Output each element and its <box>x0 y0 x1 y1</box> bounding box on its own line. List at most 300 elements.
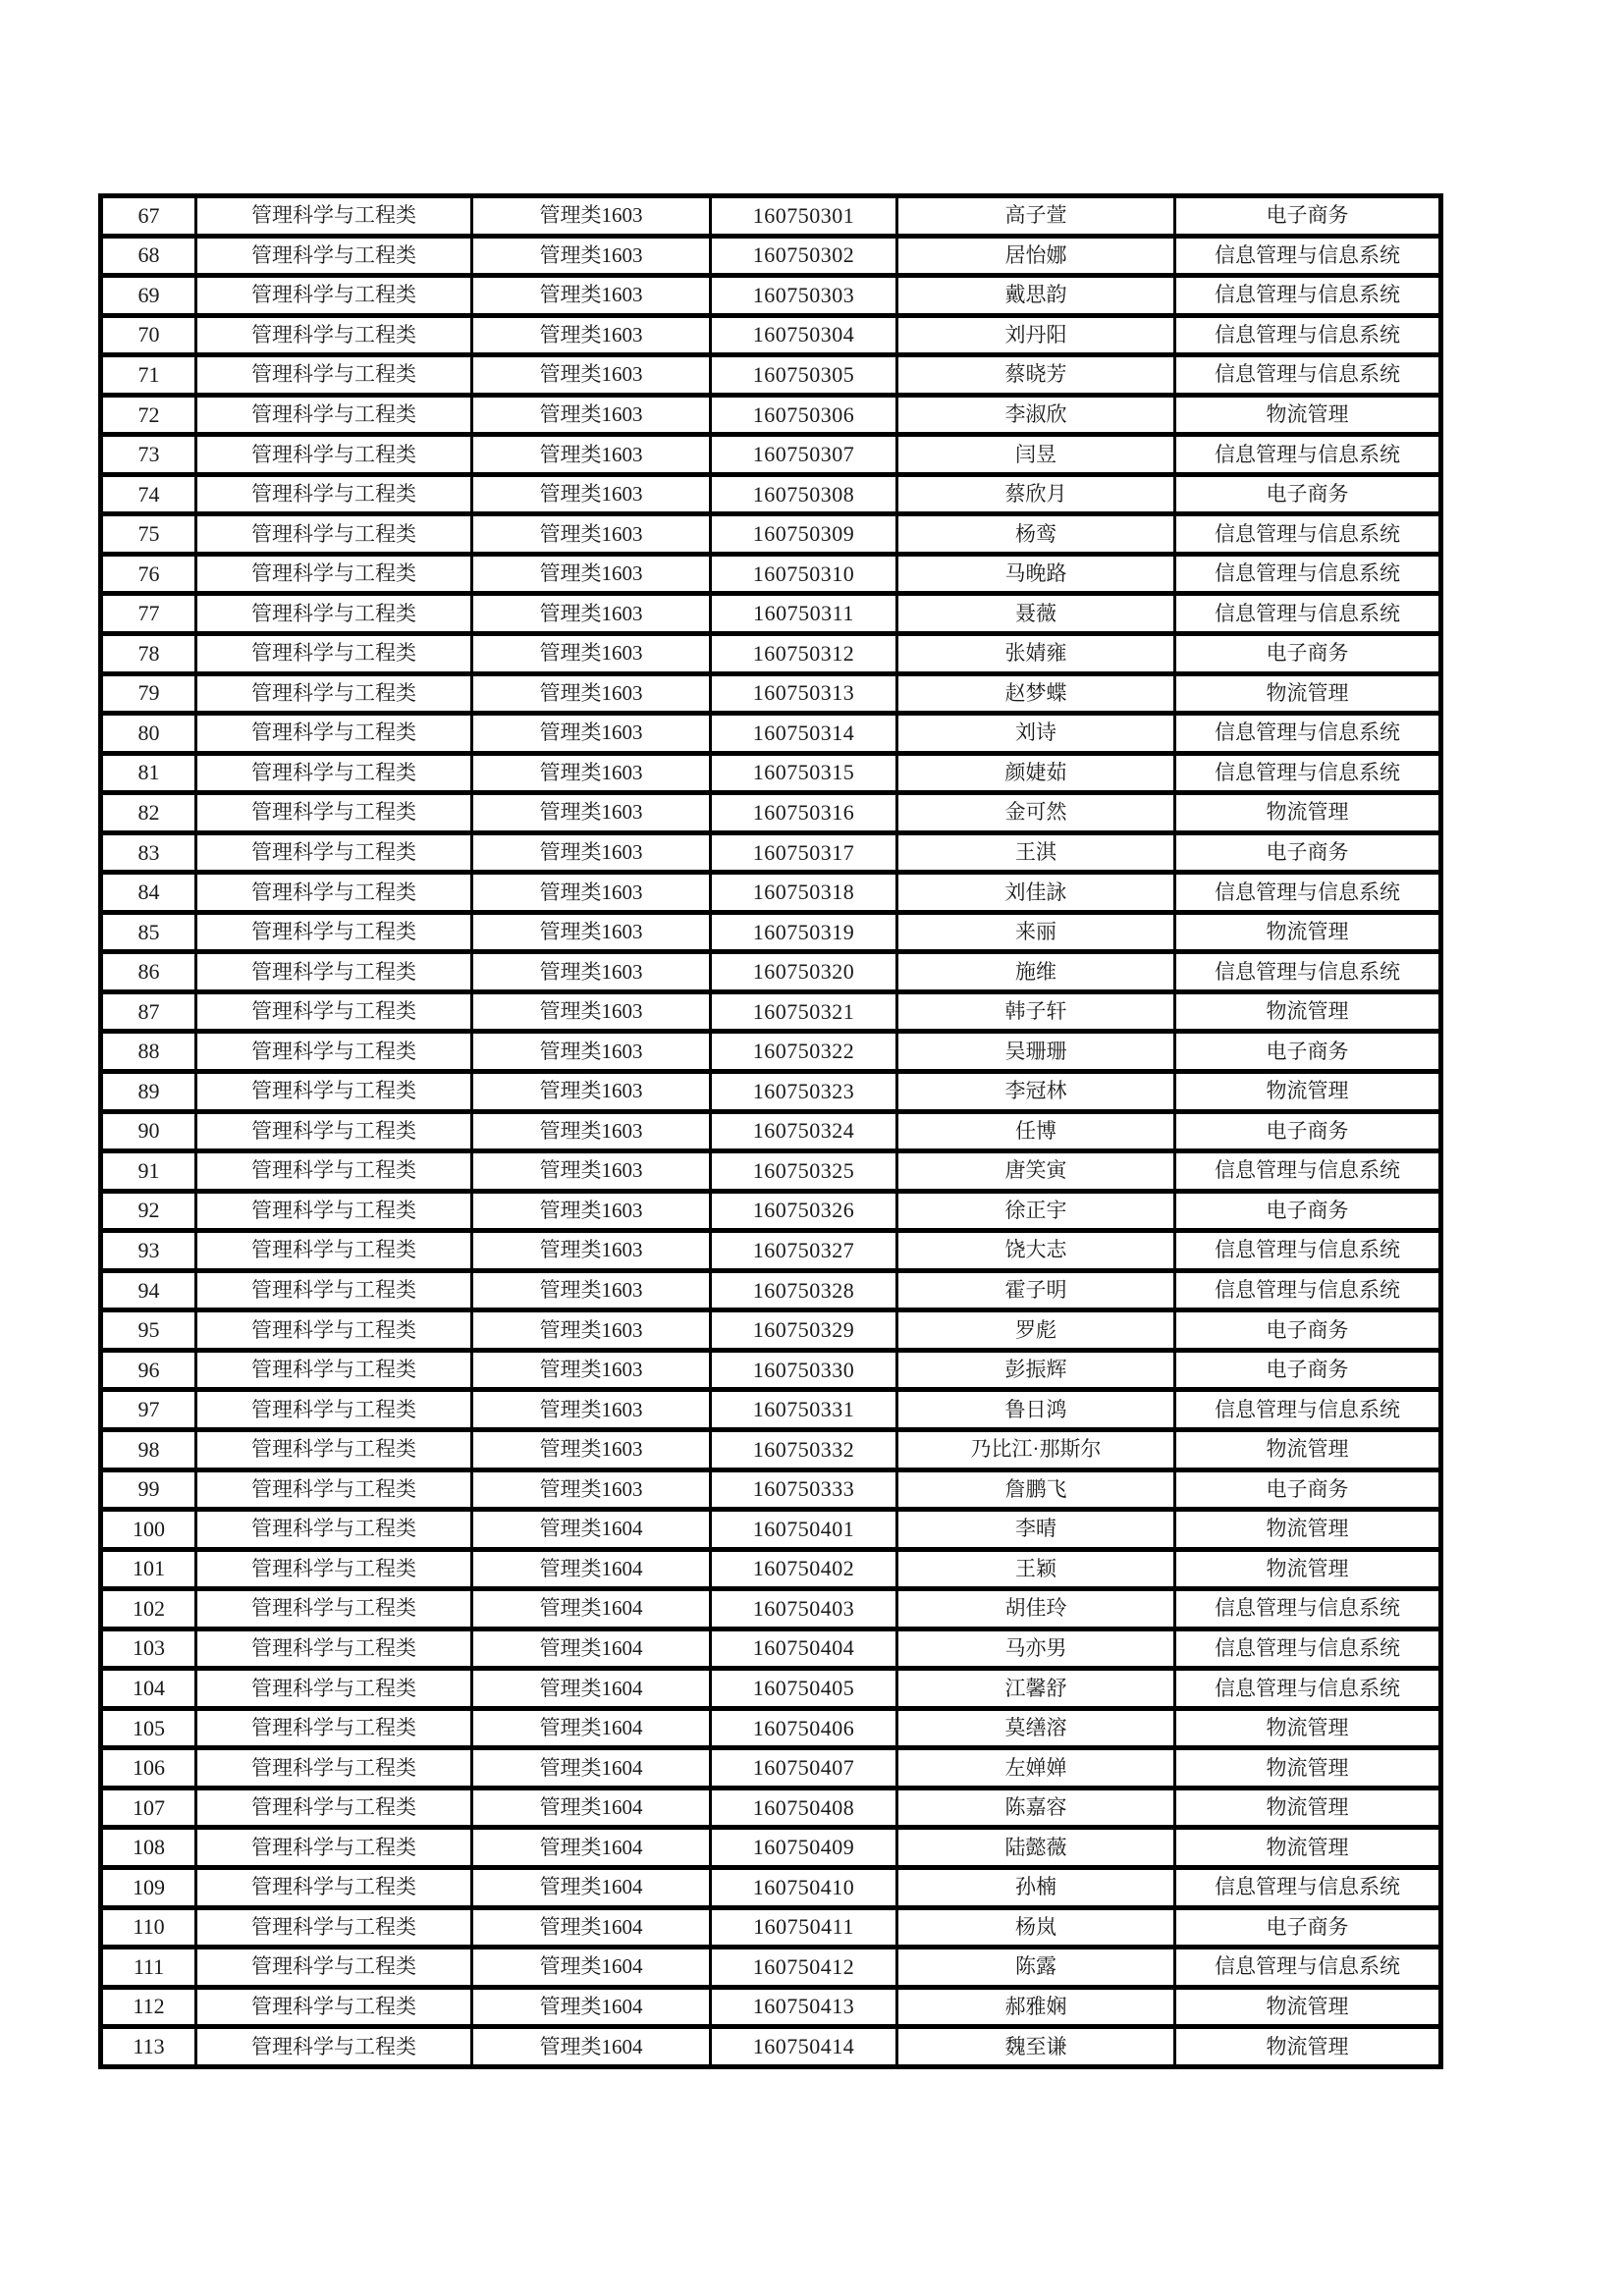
cell-major-category: 管理科学与工程类 <box>196 1788 472 1828</box>
cell-major-category: 管理科学与工程类 <box>196 753 472 793</box>
cell-index: 84 <box>101 873 196 913</box>
cell-major-category: 管理科学与工程类 <box>196 1748 472 1789</box>
cell-class: 管理类1604 <box>472 1669 711 1709</box>
cell-name: 江馨舒 <box>897 1669 1175 1709</box>
table-row <box>101 634 1441 674</box>
cell-major-category: 管理科学与工程类 <box>196 1032 472 1072</box>
cell-name: 聂薇 <box>897 594 1175 634</box>
cell-assigned-major: 电子商务 <box>1175 1032 1441 1072</box>
cell-student-id: 160750406 <box>711 1708 897 1748</box>
cell-name: 孙楠 <box>897 1867 1175 1907</box>
cell-student-id: 160750403 <box>711 1589 897 1629</box>
table-row <box>101 395 1441 435</box>
cell-class: 管理类1603 <box>472 1390 711 1430</box>
cell-name: 莫缮溶 <box>897 1708 1175 1748</box>
cell-name: 戴思韵 <box>897 276 1175 316</box>
cell-student-id: 160750402 <box>711 1549 897 1589</box>
cell-major-category: 管理科学与工程类 <box>196 1629 472 1669</box>
cell-major-category: 管理科学与工程类 <box>196 1429 472 1469</box>
cell-student-id: 160750325 <box>711 1151 897 1192</box>
cell-index: 86 <box>101 952 196 992</box>
cell-index: 72 <box>101 395 196 435</box>
cell-assigned-major: 物流管理 <box>1175 1072 1441 1112</box>
cell-major-category: 管理科学与工程类 <box>196 196 472 237</box>
cell-name: 刘诗 <box>897 714 1175 754</box>
cell-index: 99 <box>101 1469 196 1510</box>
cell-name: 赵梦蝶 <box>897 673 1175 714</box>
cell-student-id: 160750326 <box>711 1191 897 1231</box>
cell-assigned-major: 信息管理与信息系统 <box>1175 873 1441 913</box>
cell-assigned-major: 信息管理与信息系统 <box>1175 236 1441 276</box>
table-row <box>101 1788 1441 1828</box>
cell-index: 68 <box>101 236 196 276</box>
table-row <box>101 554 1441 594</box>
cell-class: 管理类1603 <box>472 276 711 316</box>
cell-name: 徐正宇 <box>897 1191 1175 1231</box>
cell-name: 唐笑寅 <box>897 1151 1175 1192</box>
table-row <box>101 1429 1441 1469</box>
cell-major-category: 管理科学与工程类 <box>196 1231 472 1271</box>
cell-class: 管理类1604 <box>472 1549 711 1589</box>
cell-student-id: 160750407 <box>711 1748 897 1789</box>
cell-student-id: 160750303 <box>711 276 897 316</box>
table-row <box>101 1151 1441 1192</box>
cell-assigned-major: 信息管理与信息系统 <box>1175 1151 1441 1192</box>
cell-index: 113 <box>101 2027 196 2067</box>
cell-name: 陆懿薇 <box>897 1828 1175 1868</box>
table-row <box>101 1549 1441 1589</box>
cell-index: 111 <box>101 1948 196 1988</box>
cell-major-category: 管理科学与工程类 <box>196 832 472 873</box>
cell-name: 蔡晓芳 <box>897 355 1175 396</box>
cell-class: 管理类1603 <box>472 832 711 873</box>
cell-student-id: 160750318 <box>711 873 897 913</box>
cell-major-category: 管理科学与工程类 <box>196 1310 472 1351</box>
cell-name: 任博 <box>897 1111 1175 1151</box>
student-roster-table <box>98 193 1443 2069</box>
cell-index: 96 <box>101 1350 196 1390</box>
cell-student-id: 160750315 <box>711 753 897 793</box>
cell-index: 83 <box>101 832 196 873</box>
table-row <box>101 1231 1441 1271</box>
cell-class: 管理类1603 <box>472 554 711 594</box>
cell-assigned-major: 信息管理与信息系统 <box>1175 276 1441 316</box>
cell-index: 104 <box>101 1669 196 1709</box>
cell-major-category: 管理科学与工程类 <box>196 395 472 435</box>
cell-major-category: 管理科学与工程类 <box>196 1151 472 1192</box>
cell-name: 蔡欣月 <box>897 474 1175 514</box>
table-row <box>101 714 1441 754</box>
cell-major-category: 管理科学与工程类 <box>196 1987 472 2027</box>
cell-assigned-major: 物流管理 <box>1175 1748 1441 1789</box>
cell-major-category: 管理科学与工程类 <box>196 514 472 555</box>
cell-major-category: 管理科学与工程类 <box>196 236 472 276</box>
cell-class: 管理类1603 <box>472 634 711 674</box>
cell-name: 李淑欣 <box>897 395 1175 435</box>
table-row <box>101 1748 1441 1789</box>
cell-student-id: 160750306 <box>711 395 897 435</box>
cell-student-id: 160750328 <box>711 1270 897 1310</box>
cell-major-category: 管理科学与工程类 <box>196 554 472 594</box>
cell-name: 李晴 <box>897 1510 1175 1550</box>
cell-name: 高子萱 <box>897 196 1175 237</box>
cell-major-category: 管理科学与工程类 <box>196 793 472 833</box>
cell-class: 管理类1604 <box>472 1748 711 1789</box>
table-row <box>101 1948 1441 1988</box>
cell-student-id: 160750305 <box>711 355 897 396</box>
cell-index: 110 <box>101 1907 196 1948</box>
cell-class: 管理类1604 <box>472 1907 711 1948</box>
cell-assigned-major: 物流管理 <box>1175 1429 1441 1469</box>
cell-student-id: 160750319 <box>711 912 897 952</box>
table-row <box>101 1191 1441 1231</box>
cell-major-category: 管理科学与工程类 <box>196 634 472 674</box>
table-row <box>101 1469 1441 1510</box>
cell-name: 鲁日鸿 <box>897 1390 1175 1430</box>
cell-class: 管理类1604 <box>472 1510 711 1550</box>
cell-index: 100 <box>101 1510 196 1550</box>
cell-major-category: 管理科学与工程类 <box>196 1390 472 1430</box>
cell-assigned-major: 信息管理与信息系统 <box>1175 435 1441 475</box>
cell-index: 81 <box>101 753 196 793</box>
cell-student-id: 160750413 <box>711 1987 897 2027</box>
cell-index: 73 <box>101 435 196 475</box>
cell-index: 90 <box>101 1111 196 1151</box>
cell-index: 75 <box>101 514 196 555</box>
cell-student-id: 160750311 <box>711 594 897 634</box>
table-row <box>101 1310 1441 1351</box>
cell-name: 陈嘉容 <box>897 1788 1175 1828</box>
cell-assigned-major: 信息管理与信息系统 <box>1175 1669 1441 1709</box>
cell-class: 管理类1603 <box>472 1111 711 1151</box>
cell-name: 罗彪 <box>897 1310 1175 1351</box>
cell-assigned-major: 物流管理 <box>1175 395 1441 435</box>
cell-major-category: 管理科学与工程类 <box>196 873 472 913</box>
cell-student-id: 160750313 <box>711 673 897 714</box>
cell-name: 李冠林 <box>897 1072 1175 1112</box>
cell-name: 左婵婵 <box>897 1748 1175 1789</box>
cell-student-id: 160750309 <box>711 514 897 555</box>
cell-class: 管理类1603 <box>472 912 711 952</box>
cell-class: 管理类1603 <box>472 514 711 555</box>
cell-assigned-major: 电子商务 <box>1175 1111 1441 1151</box>
cell-major-category: 管理科学与工程类 <box>196 1510 472 1550</box>
cell-assigned-major: 物流管理 <box>1175 1708 1441 1748</box>
cell-index: 70 <box>101 315 196 355</box>
cell-assigned-major: 物流管理 <box>1175 912 1441 952</box>
cell-major-category: 管理科学与工程类 <box>196 1708 472 1748</box>
table-row <box>101 1390 1441 1430</box>
cell-name: 王淇 <box>897 832 1175 873</box>
cell-class: 管理类1603 <box>472 474 711 514</box>
cell-major-category: 管理科学与工程类 <box>196 714 472 754</box>
cell-student-id: 160750321 <box>711 991 897 1032</box>
table-row <box>101 236 1441 276</box>
cell-student-id: 160750333 <box>711 1469 897 1510</box>
cell-major-category: 管理科学与工程类 <box>196 1589 472 1629</box>
cell-assigned-major: 电子商务 <box>1175 832 1441 873</box>
cell-assigned-major: 物流管理 <box>1175 1828 1441 1868</box>
cell-name: 王颖 <box>897 1549 1175 1589</box>
table-row <box>101 196 1441 237</box>
cell-student-id: 160750310 <box>711 554 897 594</box>
cell-name: 乃比江·那斯尔 <box>897 1429 1175 1469</box>
cell-major-category: 管理科学与工程类 <box>196 1549 472 1589</box>
cell-index: 94 <box>101 1270 196 1310</box>
cell-assigned-major: 电子商务 <box>1175 1310 1441 1351</box>
cell-index: 105 <box>101 1708 196 1748</box>
cell-index: 108 <box>101 1828 196 1868</box>
student-table-body <box>101 196 1441 2067</box>
cell-assigned-major: 信息管理与信息系统 <box>1175 514 1441 555</box>
cell-class: 管理类1603 <box>472 395 711 435</box>
table-row <box>101 1708 1441 1748</box>
table-row <box>101 1907 1441 1948</box>
cell-class: 管理类1603 <box>472 1191 711 1231</box>
cell-major-category: 管理科学与工程类 <box>196 1907 472 1948</box>
cell-class: 管理类1603 <box>472 991 711 1032</box>
cell-name: 魏至谦 <box>897 2027 1175 2067</box>
cell-class: 管理类1603 <box>472 1032 711 1072</box>
cell-student-id: 160750317 <box>711 832 897 873</box>
cell-index: 97 <box>101 1390 196 1430</box>
cell-major-category: 管理科学与工程类 <box>196 1111 472 1151</box>
cell-assigned-major: 电子商务 <box>1175 634 1441 674</box>
table-row <box>101 673 1441 714</box>
cell-major-category: 管理科学与工程类 <box>196 1350 472 1390</box>
cell-major-category: 管理科学与工程类 <box>196 952 472 992</box>
table-row <box>101 991 1441 1032</box>
cell-student-id: 160750323 <box>711 1072 897 1112</box>
cell-major-category: 管理科学与工程类 <box>196 1867 472 1907</box>
cell-index: 103 <box>101 1629 196 1669</box>
cell-index: 76 <box>101 554 196 594</box>
cell-major-category: 管理科学与工程类 <box>196 1948 472 1988</box>
cell-class: 管理类1604 <box>472 1828 711 1868</box>
cell-name: 饶大志 <box>897 1231 1175 1271</box>
cell-class: 管理类1604 <box>472 1629 711 1669</box>
cell-name: 马亦男 <box>897 1629 1175 1669</box>
cell-index: 91 <box>101 1151 196 1192</box>
cell-assigned-major: 物流管理 <box>1175 673 1441 714</box>
cell-index: 67 <box>101 196 196 237</box>
cell-major-category: 管理科学与工程类 <box>196 594 472 634</box>
cell-assigned-major: 信息管理与信息系统 <box>1175 1390 1441 1430</box>
cell-assigned-major: 电子商务 <box>1175 1350 1441 1390</box>
table-row <box>101 594 1441 634</box>
table-row <box>101 315 1441 355</box>
cell-major-category: 管理科学与工程类 <box>196 1469 472 1510</box>
cell-index: 87 <box>101 991 196 1032</box>
cell-class: 管理类1604 <box>472 1708 711 1748</box>
cell-index: 109 <box>101 1867 196 1907</box>
cell-index: 88 <box>101 1032 196 1072</box>
cell-name: 来丽 <box>897 912 1175 952</box>
table-row <box>101 793 1441 833</box>
cell-student-id: 160750301 <box>711 196 897 237</box>
cell-student-id: 160750324 <box>711 1111 897 1151</box>
cell-name: 刘丹阳 <box>897 315 1175 355</box>
table-row <box>101 435 1441 475</box>
cell-student-id: 160750327 <box>711 1231 897 1271</box>
cell-assigned-major: 电子商务 <box>1175 196 1441 237</box>
cell-major-category: 管理科学与工程类 <box>196 1191 472 1231</box>
table-row <box>101 1828 1441 1868</box>
cell-index: 71 <box>101 355 196 396</box>
cell-name: 韩子轩 <box>897 991 1175 1032</box>
cell-major-category: 管理科学与工程类 <box>196 276 472 316</box>
cell-index: 92 <box>101 1191 196 1231</box>
cell-index: 69 <box>101 276 196 316</box>
cell-major-category: 管理科学与工程类 <box>196 991 472 1032</box>
cell-assigned-major: 信息管理与信息系统 <box>1175 952 1441 992</box>
cell-student-id: 160750329 <box>711 1310 897 1351</box>
table-row <box>101 1629 1441 1669</box>
cell-major-category: 管理科学与工程类 <box>196 1669 472 1709</box>
cell-index: 82 <box>101 793 196 833</box>
cell-student-id: 160750307 <box>711 435 897 475</box>
table-row <box>101 1072 1441 1112</box>
cell-student-id: 160750408 <box>711 1788 897 1828</box>
cell-index: 112 <box>101 1987 196 2027</box>
cell-class: 管理类1603 <box>472 1429 711 1469</box>
cell-assigned-major: 信息管理与信息系统 <box>1175 1270 1441 1310</box>
cell-student-id: 160750322 <box>711 1032 897 1072</box>
cell-assigned-major: 信息管理与信息系统 <box>1175 594 1441 634</box>
cell-class: 管理类1603 <box>472 793 711 833</box>
cell-assigned-major: 信息管理与信息系统 <box>1175 1867 1441 1907</box>
table-row <box>101 2027 1441 2067</box>
cell-name: 闫昱 <box>897 435 1175 475</box>
cell-name: 郝雅娴 <box>897 1987 1175 2027</box>
cell-major-category: 管理科学与工程类 <box>196 355 472 396</box>
cell-name: 居怡娜 <box>897 236 1175 276</box>
table-row <box>101 474 1441 514</box>
cell-major-category: 管理科学与工程类 <box>196 1072 472 1112</box>
cell-student-id: 160750312 <box>711 634 897 674</box>
table-row <box>101 832 1441 873</box>
cell-class: 管理类1603 <box>472 435 711 475</box>
cell-index: 102 <box>101 1589 196 1629</box>
table-row <box>101 1987 1441 2027</box>
cell-name: 霍子明 <box>897 1270 1175 1310</box>
table-row <box>101 355 1441 396</box>
cell-assigned-major: 信息管理与信息系统 <box>1175 1589 1441 1629</box>
table-row <box>101 753 1441 793</box>
cell-index: 107 <box>101 1788 196 1828</box>
cell-class: 管理类1603 <box>472 1310 711 1351</box>
table-row <box>101 1510 1441 1550</box>
table-row <box>101 1350 1441 1390</box>
table-row <box>101 1867 1441 1907</box>
cell-major-category: 管理科学与工程类 <box>196 1828 472 1868</box>
cell-assigned-major: 信息管理与信息系统 <box>1175 554 1441 594</box>
cell-assigned-major: 物流管理 <box>1175 1549 1441 1589</box>
table-row <box>101 952 1441 992</box>
cell-student-id: 160750409 <box>711 1828 897 1868</box>
cell-student-id: 160750405 <box>711 1669 897 1709</box>
cell-class: 管理类1603 <box>472 1469 711 1510</box>
cell-index: 95 <box>101 1310 196 1351</box>
cell-name: 金可然 <box>897 793 1175 833</box>
cell-assigned-major: 电子商务 <box>1175 1907 1441 1948</box>
cell-class: 管理类1603 <box>472 196 711 237</box>
cell-class: 管理类1604 <box>472 1987 711 2027</box>
cell-assigned-major: 信息管理与信息系统 <box>1175 1231 1441 1271</box>
cell-index: 74 <box>101 474 196 514</box>
cell-assigned-major: 电子商务 <box>1175 1191 1441 1231</box>
cell-assigned-major: 信息管理与信息系统 <box>1175 714 1441 754</box>
cell-major-category: 管理科学与工程类 <box>196 474 472 514</box>
cell-index: 98 <box>101 1429 196 1469</box>
cell-student-id: 160750316 <box>711 793 897 833</box>
cell-name: 杨岚 <box>897 1907 1175 1948</box>
cell-name: 陈露 <box>897 1948 1175 1988</box>
cell-assigned-major: 信息管理与信息系统 <box>1175 315 1441 355</box>
cell-student-id: 160750411 <box>711 1907 897 1948</box>
cell-student-id: 160750331 <box>711 1390 897 1430</box>
cell-name: 马晚路 <box>897 554 1175 594</box>
cell-class: 管理类1603 <box>472 1151 711 1192</box>
cell-class: 管理类1603 <box>472 1270 711 1310</box>
cell-class: 管理类1604 <box>472 1589 711 1629</box>
cell-name: 詹鹏飞 <box>897 1469 1175 1510</box>
table-row <box>101 1669 1441 1709</box>
cell-assigned-major: 物流管理 <box>1175 793 1441 833</box>
cell-class: 管理类1603 <box>472 952 711 992</box>
cell-assigned-major: 电子商务 <box>1175 1469 1441 1510</box>
cell-assigned-major: 信息管理与信息系统 <box>1175 1629 1441 1669</box>
cell-student-id: 160750330 <box>711 1350 897 1390</box>
cell-index: 85 <box>101 912 196 952</box>
cell-major-category: 管理科学与工程类 <box>196 435 472 475</box>
table-row <box>101 276 1441 316</box>
cell-assigned-major: 物流管理 <box>1175 1788 1441 1828</box>
table-row <box>101 912 1441 952</box>
cell-major-category: 管理科学与工程类 <box>196 673 472 714</box>
cell-name: 胡佳玲 <box>897 1589 1175 1629</box>
cell-class: 管理类1603 <box>472 673 711 714</box>
cell-class: 管理类1604 <box>472 1788 711 1828</box>
cell-assigned-major: 信息管理与信息系统 <box>1175 753 1441 793</box>
cell-student-id: 160750401 <box>711 1510 897 1550</box>
table-row <box>101 1032 1441 1072</box>
cell-index: 101 <box>101 1549 196 1589</box>
cell-index: 78 <box>101 634 196 674</box>
table-row <box>101 1270 1441 1310</box>
cell-student-id: 160750410 <box>711 1867 897 1907</box>
cell-class: 管理类1603 <box>472 873 711 913</box>
cell-major-category: 管理科学与工程类 <box>196 1270 472 1310</box>
cell-index: 106 <box>101 1748 196 1789</box>
cell-assigned-major: 物流管理 <box>1175 2027 1441 2067</box>
cell-class: 管理类1603 <box>472 1231 711 1271</box>
cell-name: 杨鸾 <box>897 514 1175 555</box>
cell-class: 管理类1604 <box>472 1948 711 1988</box>
cell-student-id: 160750314 <box>711 714 897 754</box>
cell-major-category: 管理科学与工程类 <box>196 315 472 355</box>
cell-student-id: 160750414 <box>711 2027 897 2067</box>
cell-name: 刘佳詠 <box>897 873 1175 913</box>
cell-assigned-major: 物流管理 <box>1175 991 1441 1032</box>
cell-class: 管理类1603 <box>472 236 711 276</box>
cell-class: 管理类1603 <box>472 594 711 634</box>
table-row <box>101 1111 1441 1151</box>
cell-student-id: 160750308 <box>711 474 897 514</box>
cell-class: 管理类1603 <box>472 315 711 355</box>
cell-class: 管理类1603 <box>472 1350 711 1390</box>
cell-student-id: 160750304 <box>711 315 897 355</box>
